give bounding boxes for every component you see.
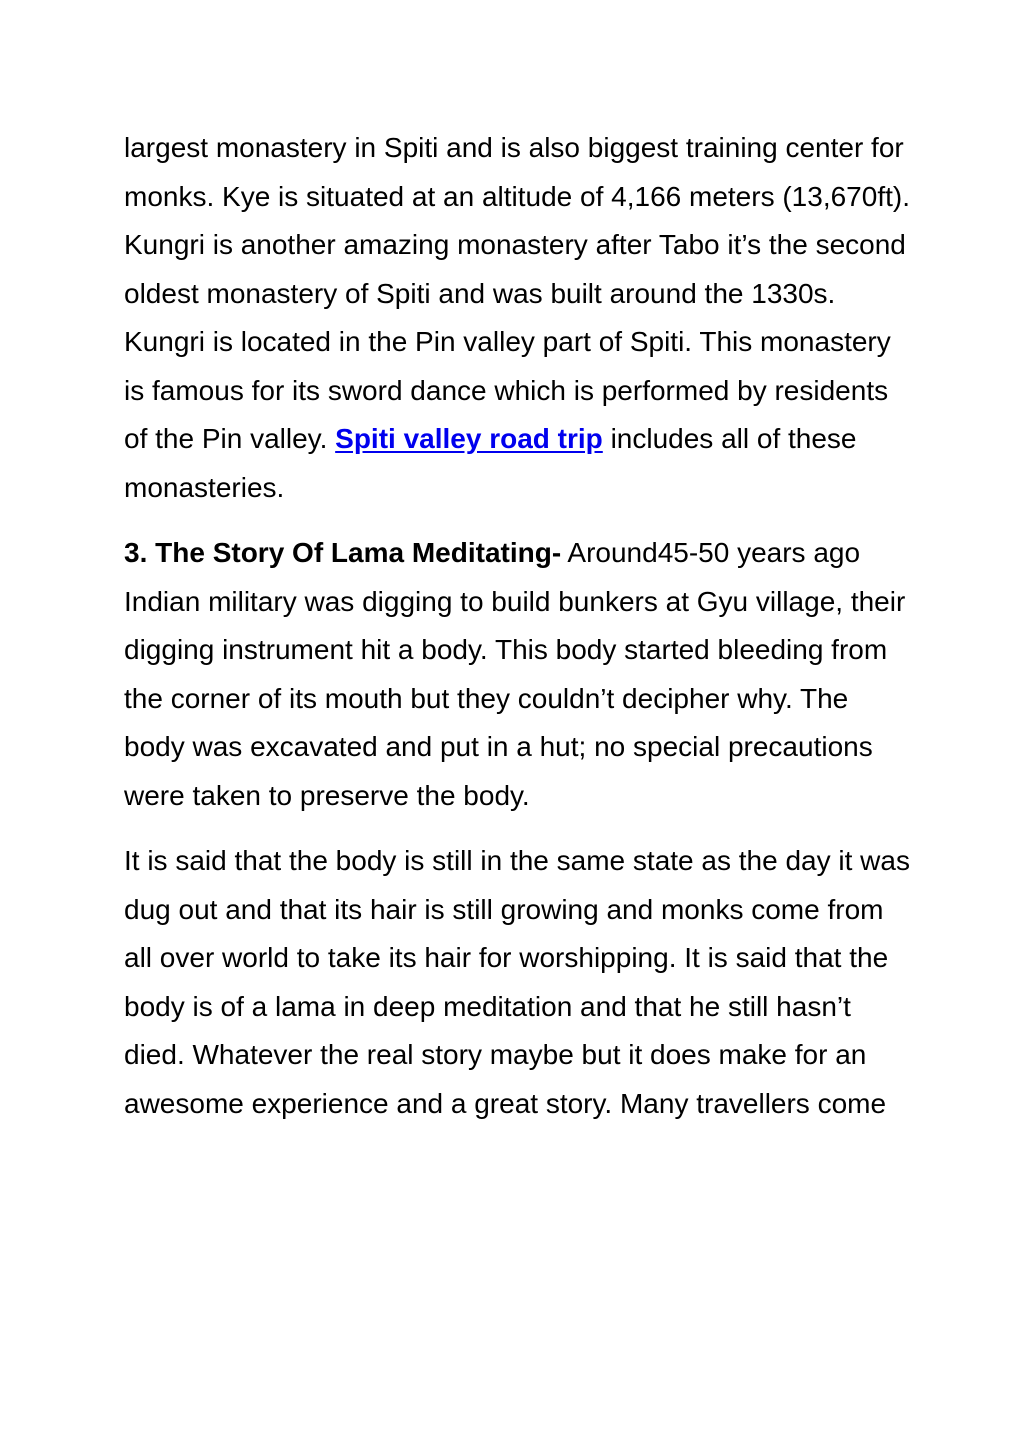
paragraph-body-state-text: It is said that the body is still in the same state as the day it was dug out and that its hair is still growing and monks come from all over world to take its hair for worshipping. It is said that the body is of a lama in deep meditation and that he still hasn’t died. Whatever the real story maybe but it does make for an awesome experience and a great story. Many travellers come xyxy=(124,845,910,1119)
document-page xyxy=(124,124,914,1145)
paragraph-monasteries-text: largest monastery in Spiti and is also biggest training center for monks. Kye is situated at an altitude of 4,166 meters (13,670ft). Kungri is another amazing monastery after Tabo it’s the second oldest monastery of Spiti and was built around the 1330s. Kungri is located in the Pin valley part of Spiti. This monastery is famous for its sword dance which is performed by residents of the Pin valley. xyxy=(124,132,910,454)
paragraph-lama-story xyxy=(124,529,914,820)
paragraph-monasteries xyxy=(124,124,914,512)
paragraph-lama-story-text: Around45-50 years ago Indian military was digging to build bunkers at Gyu village, their digging instrument hit a body. This body started bleeding from the corner of its mouth but they couldn’t decipher why. The body was excavated and put in a hut; no special precautions were taken to preserve the body. xyxy=(124,537,906,811)
paragraph-body-state xyxy=(124,837,914,1128)
spiti-road-trip-link[interactable]: Spiti valley road trip xyxy=(335,423,603,454)
paragraph-monasteries-text-end: includes all of these monasteries. xyxy=(124,423,857,503)
section-heading-lama: 3. The Story Of Lama Meditating- xyxy=(124,537,562,568)
